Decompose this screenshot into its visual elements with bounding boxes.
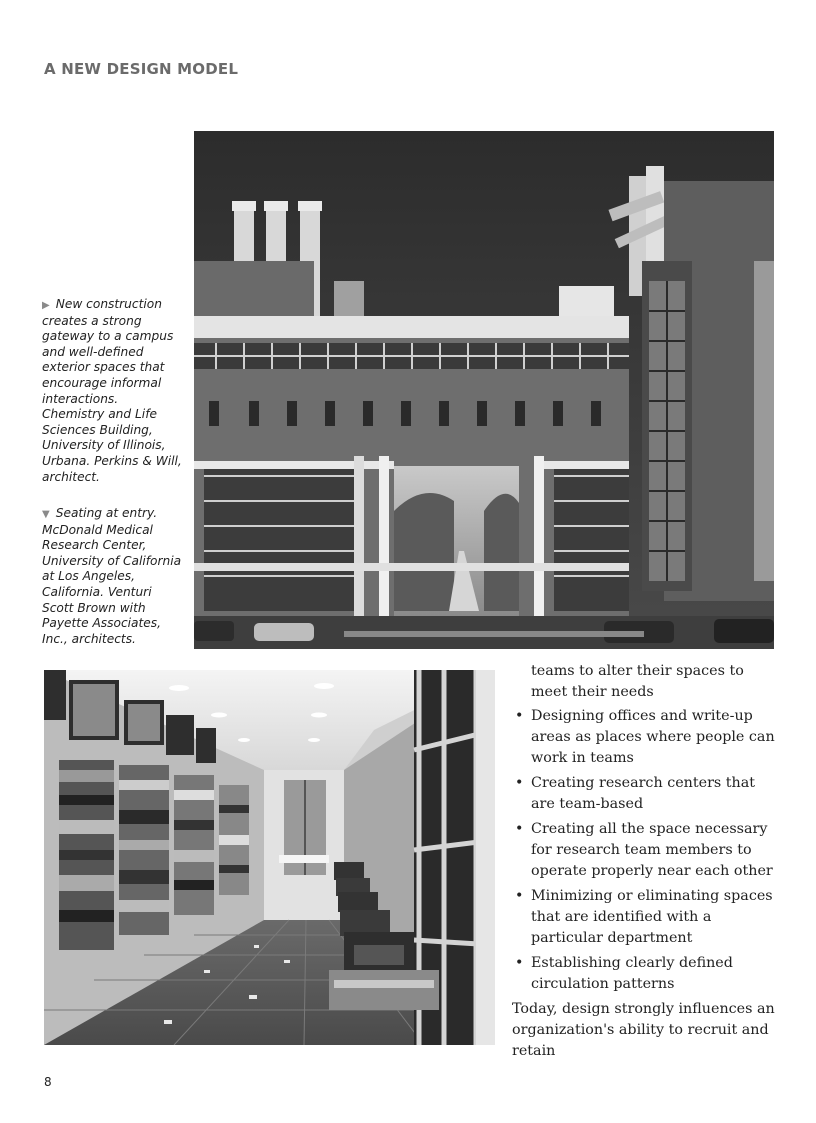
caption-seating (42, 506, 182, 647)
list-item (512, 886, 782, 949)
caption-building-text: New construction creates a strong gateway to a campus and well-defined exterior spaces that encourage informal interactions. Chemistry and Life Sciences Building, University of Illinois, Urbana. Perkins & Will, architect. (42, 297, 182, 484)
body-text (512, 661, 782, 1062)
body-closing: Today, design strongly influences an organization's ability to recruit and retain (512, 1001, 775, 1059)
list-item (512, 706, 782, 769)
list-item-text: Creating all the space necessary for research team members to operate properly near each other (531, 821, 773, 879)
photo-interior-corridor (44, 670, 495, 1045)
bullet-list (512, 706, 782, 995)
list-item-text: Establishing clearly defined circulation patterns (531, 955, 733, 992)
bullet-icon: • (515, 821, 524, 837)
photo-building-exterior (194, 131, 774, 649)
bullet-icon: • (515, 775, 524, 791)
caption-building (42, 297, 182, 485)
caption-seating-text: Seating at entry. McDonald Medical Research Center, University of California at Los Angeles, California. Venturi Scott Brown with Payette Associates, Inc., architects. (42, 506, 182, 646)
list-item-text: Designing offices and write-up areas as places where people can work in teams (531, 708, 775, 766)
list-item-text: Creating research centers that are team-based (531, 775, 756, 812)
down-triangle-icon: ▼ (42, 509, 50, 520)
body-continuation: teams to alter their spaces to meet their needs (531, 663, 744, 700)
list-item (512, 773, 782, 815)
bullet-icon: • (515, 708, 524, 724)
bullet-icon: • (515, 955, 524, 971)
list-item (512, 819, 782, 882)
page-number: 8 (44, 1075, 52, 1089)
list-item-text: Minimizing or eliminating spaces that are identified with a particular department (531, 888, 773, 946)
section-title: A NEW DESIGN MODEL (44, 60, 239, 78)
list-item (512, 953, 782, 995)
bullet-icon: • (515, 888, 524, 904)
right-triangle-icon: ▶ (42, 300, 50, 311)
